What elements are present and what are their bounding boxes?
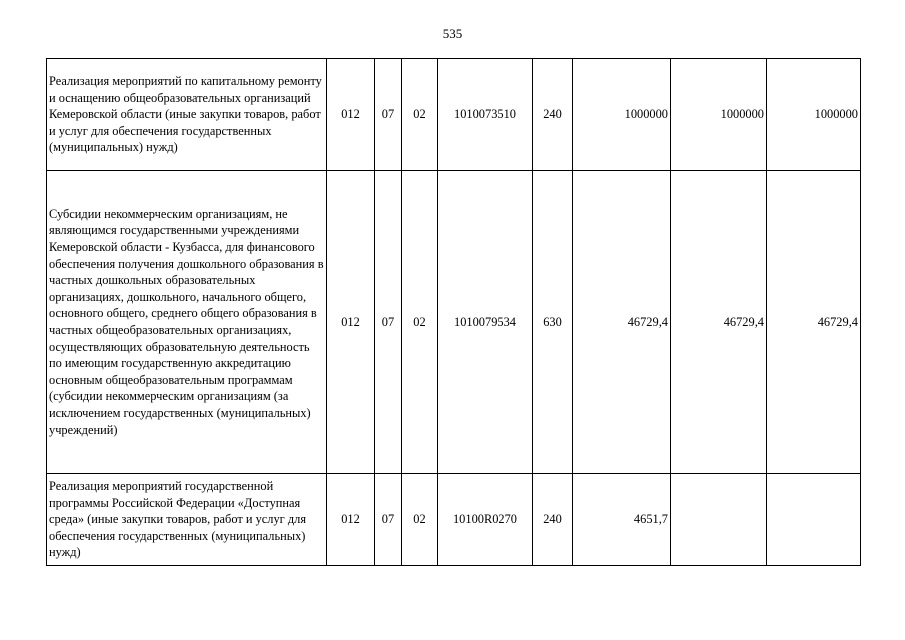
- subsection-code: 02: [402, 474, 438, 566]
- subsection-code: 02: [402, 59, 438, 171]
- subsection-code: 02: [402, 171, 438, 474]
- amount-year-2: [671, 474, 767, 566]
- amount-year-2: 46729,4: [671, 171, 767, 474]
- amount-year-1: 4651,7: [573, 474, 671, 566]
- budget-table: [46, 58, 861, 566]
- expense-type-code: 240: [533, 474, 573, 566]
- section-code: 07: [375, 474, 402, 566]
- page-number: 535: [442, 26, 463, 41]
- amount-year-1: 46729,4: [573, 171, 671, 474]
- row-description: Субсидии некоммерческим организациям, не являющимся государственными учреждениями Кемеровской области - Кузбасса, для финансового обеспечения получения дошкольного образования в частных дошкольных образовательных организациях, дошкольного, начального общего, основного общего, среднего общего образования в частных общеобразовательных организациях, осуществляющих образовательную деятельность по имеющим государственную аккредитацию основным общеобразовательным программам (субсидии некоммерческим организациям (за исключением государственных (муниципальных) учреждений): [47, 171, 327, 474]
- amount-year-3: 46729,4: [767, 171, 861, 474]
- table-row: [47, 171, 861, 474]
- section-code: 07: [375, 59, 402, 171]
- expense-type-code: 630: [533, 171, 573, 474]
- row-description: Реализация мероприятий по капитальному ремонту и оснащению общеобразовательных организаций Кемеровской области (иные закупки товаров, работ и услуг для обеспечения государственных (муниципальных) нужд): [47, 59, 327, 171]
- amount-year-3: [767, 474, 861, 566]
- target-article-code: 1010073510: [438, 59, 533, 171]
- expense-type-code: 240: [533, 59, 573, 171]
- ministry-code: 012: [327, 474, 375, 566]
- target-article-code: 10100R0270: [438, 474, 533, 566]
- ministry-code: 012: [327, 171, 375, 474]
- amount-year-3: 1000000: [767, 59, 861, 171]
- amount-year-2: 1000000: [671, 59, 767, 171]
- amount-year-1: 1000000: [573, 59, 671, 171]
- target-article-code: 1010079534: [438, 171, 533, 474]
- row-description: Реализация мероприятий государственной программы Российской Федерации «Доступная среда» (иные закупки товаров, работ и услуг для обеспечения государственных (муниципальных) нужд): [47, 474, 327, 566]
- ministry-code: 012: [327, 59, 375, 171]
- section-code: 07: [375, 171, 402, 474]
- table-row: [47, 474, 861, 566]
- table-row: [47, 59, 861, 171]
